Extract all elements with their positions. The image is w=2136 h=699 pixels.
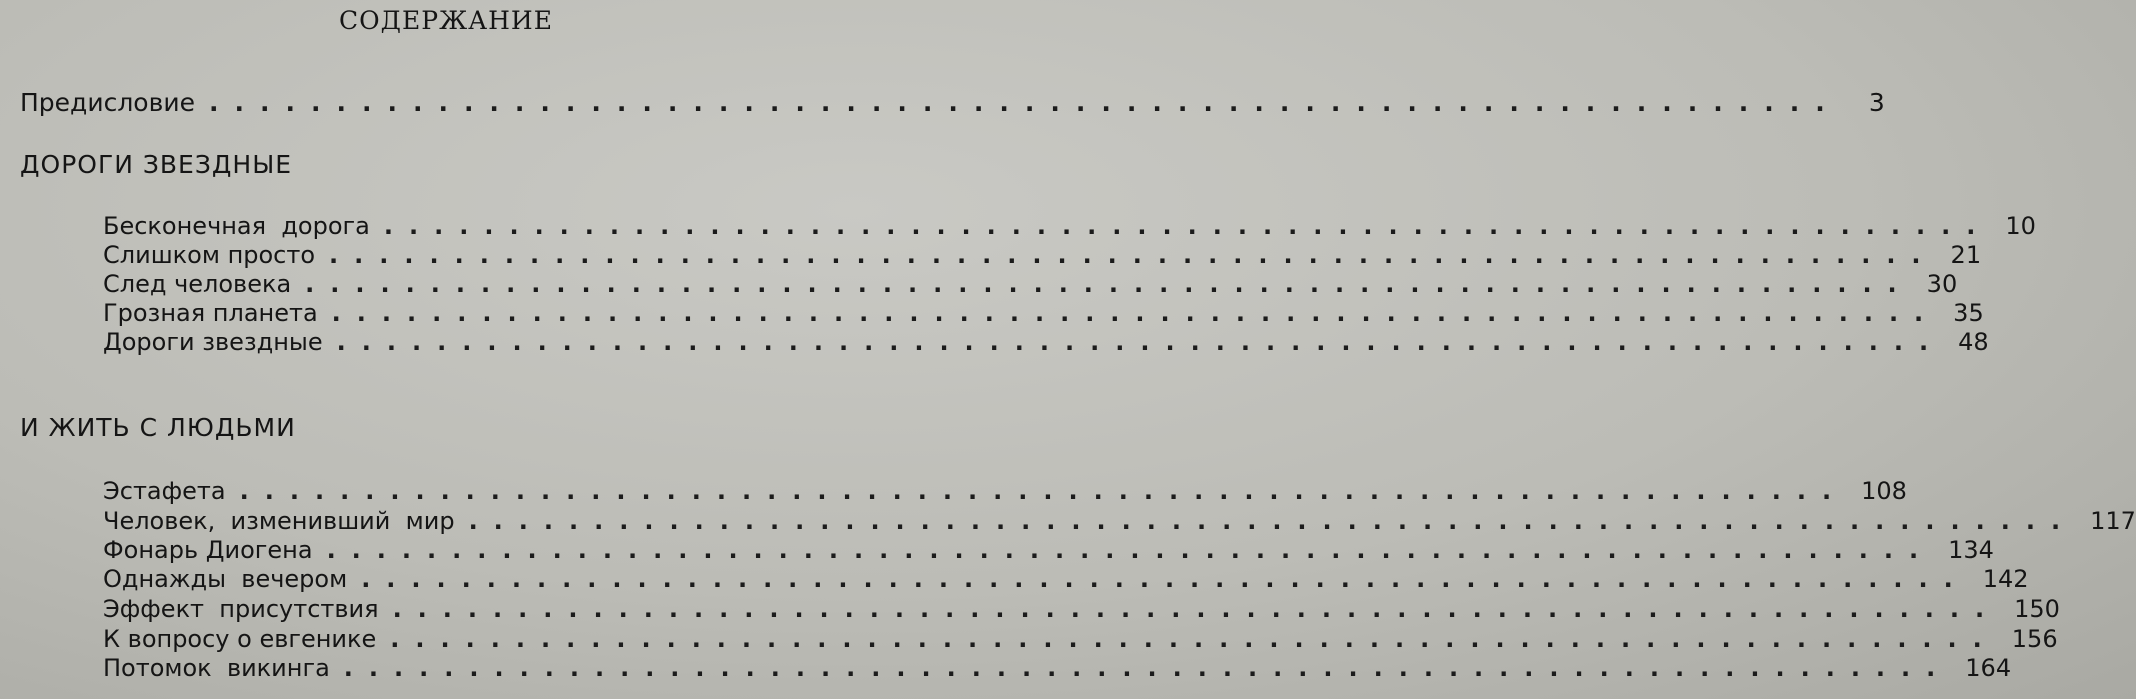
entry-label: Эффект присутствия <box>103 595 379 623</box>
entry-label: Бесконечная дорога <box>103 212 370 240</box>
dot-leader: ................................................................ <box>383 212 1992 240</box>
dot-leader: ................................................................ <box>468 507 2077 535</box>
dot-leader: ................................................................ <box>329 241 1937 269</box>
toc-entry <box>103 595 2060 623</box>
entry-page: 150 <box>2014 595 2060 623</box>
entry-page: 30 <box>1926 270 1958 298</box>
entry-page: 108 <box>1861 477 1907 505</box>
entry-label: Потомок викинга <box>103 654 330 682</box>
toc-entry <box>103 625 2058 653</box>
dot-leader: ................................................................ <box>239 477 1848 505</box>
toc-entry <box>103 270 1958 298</box>
section-heading: И ЖИТЬ С ЛЮДЬМИ <box>20 413 296 442</box>
entry-label: Фонарь Диогена <box>103 536 313 564</box>
toc-entry <box>103 507 2136 535</box>
dot-leader: ................................................................ <box>331 299 1940 327</box>
page-title: СОДЕРЖАНИЕ <box>339 6 553 35</box>
entry-page: 3 <box>1868 88 1885 117</box>
toc-entry <box>103 565 2029 593</box>
dot-leader: ................................................................ <box>361 565 1969 593</box>
entry-page: 164 <box>1965 654 2012 682</box>
dot-leader: ................................................................ <box>305 270 1913 298</box>
toc-entry-preface <box>20 88 1885 117</box>
toc-entry <box>103 654 2012 682</box>
entry-page: 142 <box>1982 565 2029 593</box>
entry-page: 10 <box>2005 212 2036 240</box>
entry-label: Человек, изменивший мир <box>103 507 455 535</box>
entry-label: Однажды вечером <box>103 565 348 593</box>
entry-page: 48 <box>1958 328 1989 356</box>
entry-label: Эстафета <box>103 477 226 505</box>
entry-page: 156 <box>2011 625 2058 653</box>
section-heading: ДОРОГИ ЗВЕЗДНЫЕ <box>20 150 293 179</box>
entry-page: 21 <box>1950 241 1982 269</box>
entry-label: Слишком просто <box>103 241 316 269</box>
toc-entry <box>103 328 1989 356</box>
entry-label: К вопросу о евгенике <box>103 625 377 653</box>
toc-entry <box>103 536 1994 564</box>
toc-entry <box>103 241 1982 269</box>
toc-entry <box>103 299 1984 327</box>
entry-page: 117 <box>2090 507 2136 535</box>
dot-leader: ................................................................ <box>326 536 1935 564</box>
entry-label: Предисловие <box>20 88 195 117</box>
entry-label: След человека <box>103 270 292 298</box>
dot-leader: ................................................................ <box>336 328 1945 356</box>
toc-entry <box>103 477 1907 505</box>
entry-label: Грозная планета <box>103 299 318 327</box>
dot-leader: ................................................................ <box>208 88 1841 117</box>
entry-page: 134 <box>1948 536 1994 564</box>
dot-leader: ................................................................ <box>390 625 1998 653</box>
toc-entry <box>103 212 2036 240</box>
entry-page: 35 <box>1953 299 1984 327</box>
dot-leader: ................................................................ <box>343 654 1952 682</box>
dot-leader: ................................................................ <box>392 595 2001 623</box>
entry-label: Дороги звездные <box>103 328 323 356</box>
